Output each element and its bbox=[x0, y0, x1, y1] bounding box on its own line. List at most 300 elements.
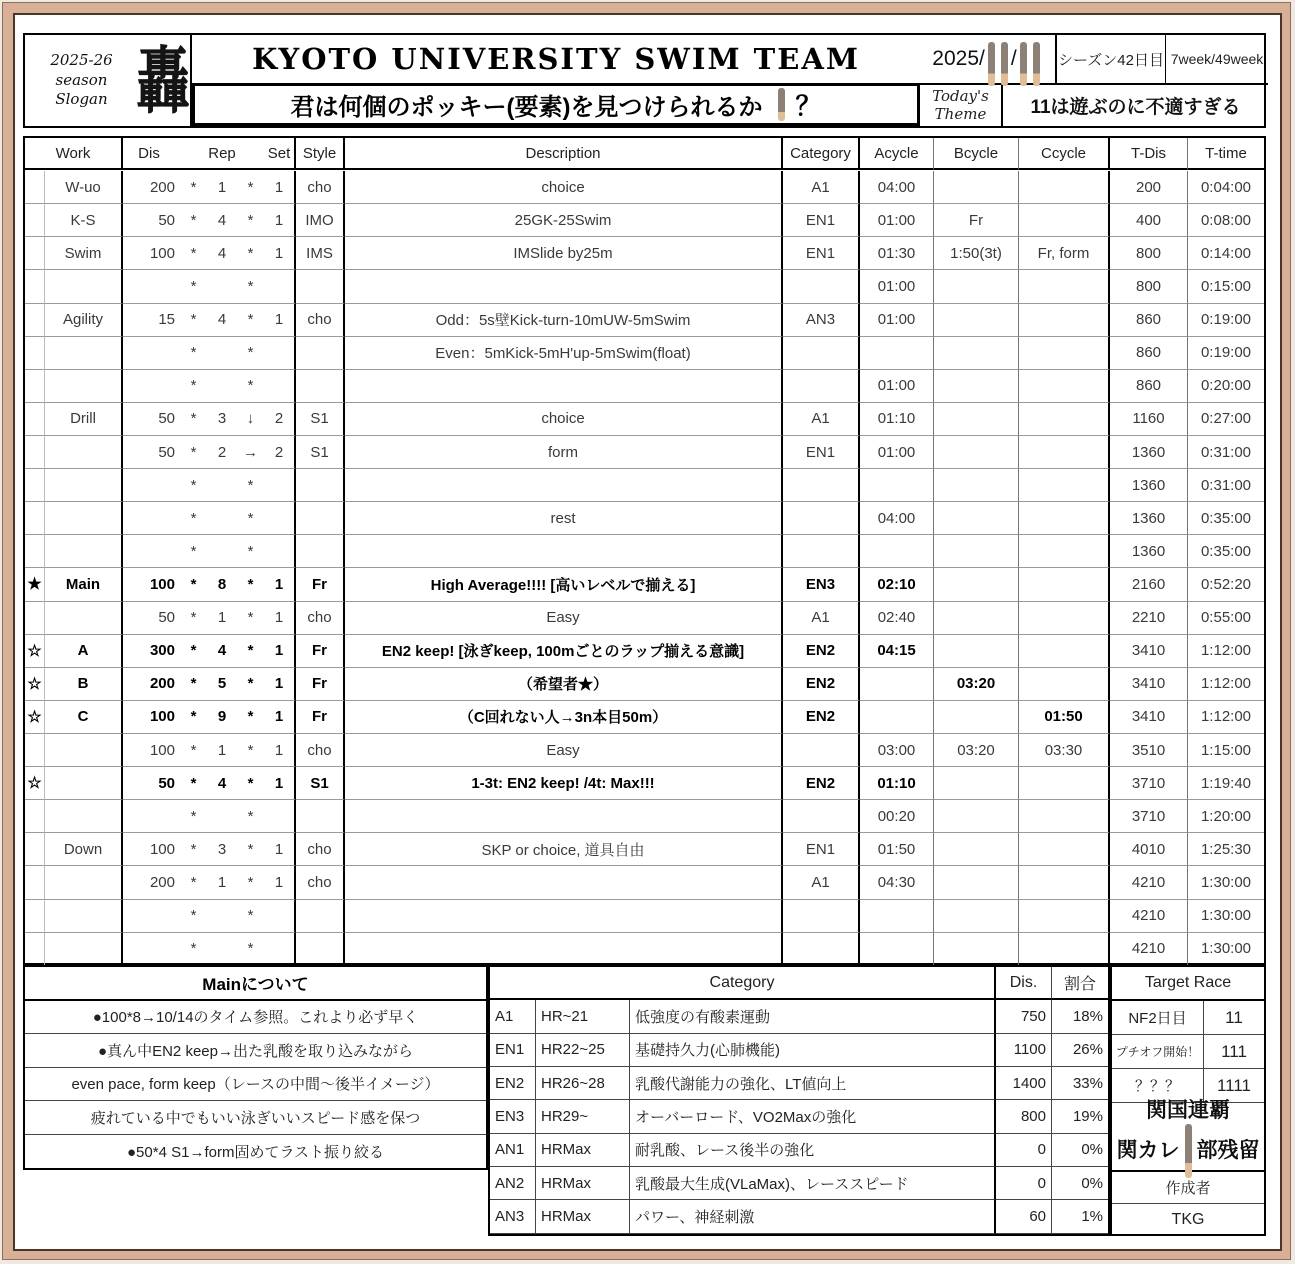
col-header-spacer bbox=[237, 138, 264, 170]
workout-cell-style: S1 bbox=[296, 767, 345, 800]
workout-cell-b: 03:20 bbox=[934, 734, 1019, 767]
workout-cell-a: 00:20 bbox=[860, 800, 934, 833]
workout-cell-ttime: 1:30:00 bbox=[1188, 900, 1264, 933]
workout-cell-a: 04:15 bbox=[860, 635, 934, 668]
category-cell-hr: HR26~28 bbox=[536, 1067, 630, 1100]
workout-cell-star: ☆ bbox=[25, 668, 45, 701]
workout-cell-set bbox=[264, 800, 296, 833]
workout-cell-cat bbox=[783, 900, 860, 933]
workout-cell-cat bbox=[783, 370, 860, 403]
col-header-description: Description bbox=[345, 138, 783, 170]
main-note-item: ●50*4 S1→form固めてラスト振り絞る bbox=[127, 1143, 384, 1161]
workout-cell-cat: A1 bbox=[783, 171, 860, 204]
workout-cell-b: 03:20 bbox=[934, 668, 1019, 701]
category-cell-ratio: 1% bbox=[1052, 1200, 1108, 1233]
workout-cell-style: Fr bbox=[296, 701, 345, 734]
workout-cell-s1: * bbox=[180, 635, 207, 668]
workout-cell-desc: High Average!!!! [高いレベルで揃える] bbox=[345, 568, 783, 601]
workout-cell-star bbox=[25, 171, 45, 204]
workout-cell-work: B bbox=[45, 668, 123, 701]
workout-cell-s2: * bbox=[237, 237, 264, 270]
workout-cell-style bbox=[296, 800, 345, 833]
workout-cell-desc bbox=[345, 370, 783, 403]
workout-cell-style: Fr bbox=[296, 635, 345, 668]
workout-cell-star: ☆ bbox=[25, 701, 45, 734]
theme-question-box bbox=[192, 83, 920, 126]
workout-cell-tdis: 4210 bbox=[1110, 900, 1188, 933]
workout-cell-set: 2 bbox=[264, 403, 296, 436]
workout-cell-cat: A1 bbox=[783, 403, 860, 436]
workout-cell-tdis: 800 bbox=[1110, 237, 1188, 270]
workout-cell-star bbox=[25, 370, 45, 403]
target-race-value: 1111 bbox=[1216, 1075, 1252, 1095]
workout-cell-ttime: 1:12:00 bbox=[1188, 668, 1264, 701]
workout-cell-set: 1 bbox=[264, 767, 296, 800]
workout-cell-star bbox=[25, 933, 45, 966]
season-slogan-text bbox=[35, 51, 128, 110]
workout-cell-a: 01:10 bbox=[860, 767, 934, 800]
workout-cell-s2: * bbox=[237, 337, 264, 370]
workout-cell-s2: * bbox=[237, 635, 264, 668]
date-cell bbox=[920, 35, 1055, 85]
workout-cell-dis: 200 bbox=[123, 866, 180, 899]
workout-cell-b: 1:50(3t) bbox=[934, 237, 1019, 270]
workout-cell-s2: * bbox=[237, 370, 264, 403]
col-header-tdis: T-Dis bbox=[1110, 138, 1188, 170]
workout-cell-set: 1 bbox=[264, 866, 296, 899]
workout-cell-set: 2 bbox=[264, 436, 296, 469]
category-cell-dis: 1400 bbox=[996, 1067, 1052, 1100]
workout-cell-dis: 200 bbox=[123, 171, 180, 204]
workout-cell-desc: （希望者★） bbox=[345, 668, 783, 701]
workout-cell-ttime: 0:55:00 bbox=[1188, 602, 1264, 635]
workout-cell-cat: EN2 bbox=[783, 701, 860, 734]
workout-cell-b bbox=[934, 171, 1019, 204]
workout-cell-desc bbox=[345, 933, 783, 966]
workout-cell-star bbox=[25, 800, 45, 833]
workout-cell-work bbox=[45, 535, 123, 568]
season-slogan-cell bbox=[25, 35, 192, 126]
workout-cell-rep: 3 bbox=[207, 403, 237, 436]
workout-cell-dis: 50 bbox=[123, 436, 180, 469]
workout-cell-work: Agility bbox=[45, 304, 123, 337]
workout-cell-tdis: 800 bbox=[1110, 270, 1188, 303]
workout-cell-s1: * bbox=[180, 436, 207, 469]
workout-cell-work bbox=[45, 866, 123, 899]
workout-cell-desc: form bbox=[345, 436, 783, 469]
workout-cell-c bbox=[1019, 403, 1110, 436]
workout-cell-desc bbox=[345, 270, 783, 303]
category-dis-header: Dis. bbox=[996, 967, 1052, 1000]
workout-cell-set: 1 bbox=[264, 734, 296, 767]
workout-cell-rep: 4 bbox=[207, 237, 237, 270]
workout-cell-c bbox=[1019, 535, 1110, 568]
workout-cell-s1: * bbox=[180, 701, 207, 734]
workout-cell-dis: 200 bbox=[123, 668, 180, 701]
workout-cell-rep: 1 bbox=[207, 171, 237, 204]
workout-cell-c: Fr, form bbox=[1019, 237, 1110, 270]
workout-table bbox=[23, 136, 1266, 965]
target-race-row bbox=[1112, 1035, 1264, 1069]
workout-cell-dis: 100 bbox=[123, 237, 180, 270]
workout-cell-style bbox=[296, 535, 345, 568]
workout-cell-style: cho bbox=[296, 602, 345, 635]
workout-cell-s2: * bbox=[237, 204, 264, 237]
workout-cell-dis bbox=[123, 469, 180, 502]
workout-cell-desc: choice bbox=[345, 171, 783, 204]
main-note-item: ●100*8→10/14のタイム参照。これより必ず早く bbox=[25, 1001, 486, 1035]
main-note-item: ●真ん中EN2 keep→出た乳酸を取り込みながら bbox=[25, 1034, 486, 1068]
workout-cell-rep: 1 bbox=[207, 734, 237, 767]
category-cell-dis: 1100 bbox=[996, 1034, 1052, 1067]
workout-cell-a bbox=[860, 933, 934, 966]
workout-cell-desc: SKP or choice, 道具自由 bbox=[345, 833, 783, 866]
workout-cell-rep bbox=[207, 337, 237, 370]
workout-cell-dis bbox=[123, 270, 180, 303]
category-cell-code: EN3 bbox=[490, 1100, 536, 1133]
workout-cell-star bbox=[25, 204, 45, 237]
workout-cell-a: 02:10 bbox=[860, 568, 934, 601]
workout-cell-desc bbox=[345, 866, 783, 899]
pocky-stick-icon bbox=[1020, 42, 1027, 86]
workout-cell-desc: choice bbox=[345, 403, 783, 436]
category-cell-ratio: 33% bbox=[1052, 1067, 1108, 1100]
workout-cell-rep bbox=[207, 535, 237, 568]
category-cell-ratio: 26% bbox=[1052, 1034, 1108, 1067]
workout-cell-s1: * bbox=[180, 933, 207, 966]
workout-cell-c bbox=[1019, 502, 1110, 535]
workout-cell-dis: 50 bbox=[123, 602, 180, 635]
workout-cell-c bbox=[1019, 337, 1110, 370]
workout-cell-style bbox=[296, 370, 345, 403]
category-cell-desc: 乳酸最大生成(VLaMax)、レーススピード bbox=[630, 1167, 996, 1200]
workout-cell-tdis: 4010 bbox=[1110, 833, 1188, 866]
workout-cell-set bbox=[264, 469, 296, 502]
workout-cell-b bbox=[934, 270, 1019, 303]
workout-cell-dis: 300 bbox=[123, 635, 180, 668]
date-prefix: 2025/ bbox=[932, 47, 985, 70]
workout-cell-a bbox=[860, 701, 934, 734]
workout-cell-tdis: 1360 bbox=[1110, 436, 1188, 469]
target-race-title: Target Race bbox=[1112, 967, 1264, 1001]
category-table bbox=[488, 965, 1110, 1236]
workout-cell-tdis: 3410 bbox=[1110, 635, 1188, 668]
category-cell-desc: パワー、神経刺激 bbox=[630, 1200, 996, 1233]
workout-cell-ttime: 1:30:00 bbox=[1188, 933, 1264, 966]
workout-cell-rep: 9 bbox=[207, 701, 237, 734]
workout-cell-cat bbox=[783, 270, 860, 303]
workout-cell-a: 04:00 bbox=[860, 502, 934, 535]
workout-cell-cat bbox=[783, 535, 860, 568]
workout-cell-s1: * bbox=[180, 171, 207, 204]
workout-cell-b bbox=[934, 900, 1019, 933]
workout-cell-cat: A1 bbox=[783, 866, 860, 899]
page-title: KYOTO UNIVERSITY SWIM TEAM bbox=[252, 42, 860, 76]
workout-cell-rep bbox=[207, 270, 237, 303]
category-ratio-header: 割合 bbox=[1052, 967, 1108, 1000]
workout-cell-dis bbox=[123, 337, 180, 370]
workout-cell-tdis: 860 bbox=[1110, 304, 1188, 337]
workout-cell-set bbox=[264, 337, 296, 370]
workout-cell-a: 01:00 bbox=[860, 304, 934, 337]
workout-cell-c bbox=[1019, 800, 1110, 833]
workout-cell-ttime: 0:52:20 bbox=[1188, 568, 1264, 601]
workout-cell-cat: EN1 bbox=[783, 237, 860, 270]
workout-cell-rep bbox=[207, 933, 237, 966]
workout-cell-b bbox=[934, 502, 1019, 535]
workout-cell-ttime: 0:20:00 bbox=[1188, 370, 1264, 403]
workout-cell-style bbox=[296, 933, 345, 966]
workout-cell-a: 01:50 bbox=[860, 833, 934, 866]
workout-cell-s2: * bbox=[237, 469, 264, 502]
workout-cell-work bbox=[45, 767, 123, 800]
workout-cell-rep bbox=[207, 469, 237, 502]
workout-cell-ttime: 0:31:00 bbox=[1188, 469, 1264, 502]
workout-cell-style: Fr bbox=[296, 668, 345, 701]
workout-cell-work bbox=[45, 337, 123, 370]
workout-cell-tdis: 3710 bbox=[1110, 767, 1188, 800]
workout-cell-set: 1 bbox=[264, 204, 296, 237]
workout-cell-b bbox=[934, 866, 1019, 899]
workout-cell-tdis: 4210 bbox=[1110, 866, 1188, 899]
todays-theme-label: Today's Theme bbox=[920, 85, 1003, 126]
workout-cell-style: cho bbox=[296, 866, 345, 899]
workout-cell-s2: ↓ bbox=[237, 403, 264, 436]
workout-cell-tdis: 1360 bbox=[1110, 535, 1188, 568]
workout-cell-work bbox=[45, 933, 123, 966]
col-header-work: Work bbox=[25, 138, 123, 170]
workout-cell-dis: 50 bbox=[123, 204, 180, 237]
workout-cell-s1: * bbox=[180, 767, 207, 800]
workout-cell-s1: * bbox=[180, 734, 207, 767]
workout-cell-rep: 1 bbox=[207, 602, 237, 635]
workout-cell-set: 1 bbox=[264, 635, 296, 668]
workout-cell-s1: * bbox=[180, 502, 207, 535]
workout-cell-s1: * bbox=[180, 535, 207, 568]
workout-cell-rep bbox=[207, 900, 237, 933]
workout-cell-star: ☆ bbox=[25, 767, 45, 800]
workout-cell-s2: * bbox=[237, 933, 264, 966]
workout-cell-star bbox=[25, 535, 45, 568]
category-cell-code: A1 bbox=[490, 1000, 536, 1033]
target-race-table bbox=[1110, 965, 1266, 1236]
workout-cell-rep bbox=[207, 502, 237, 535]
workout-cell-tdis: 3410 bbox=[1110, 668, 1188, 701]
workout-cell-dis bbox=[123, 370, 180, 403]
workout-cell-s2: * bbox=[237, 734, 264, 767]
date-separator: / bbox=[1010, 47, 1017, 70]
team-logo-calligraphy: 轟 bbox=[136, 37, 190, 124]
workout-cell-star bbox=[25, 270, 45, 303]
workout-cell-c: 01:50 bbox=[1019, 701, 1110, 734]
workout-cell-ttime: 0:14:00 bbox=[1188, 237, 1264, 270]
workout-cell-b bbox=[934, 403, 1019, 436]
workout-cell-desc: 25GK-25Swim bbox=[345, 204, 783, 237]
workout-cell-b bbox=[934, 933, 1019, 966]
slogan-caption: season Slogan bbox=[55, 70, 108, 109]
workout-cell-b bbox=[934, 370, 1019, 403]
category-cell-code: AN3 bbox=[490, 1200, 536, 1233]
workout-cell-s2: * bbox=[237, 900, 264, 933]
workout-cell-c bbox=[1019, 900, 1110, 933]
col-header-bcycle: Bcycle bbox=[934, 138, 1019, 170]
category-cell-desc: 耐乳酸、レース後半の強化 bbox=[630, 1134, 996, 1167]
workout-cell-set: 1 bbox=[264, 568, 296, 601]
workout-cell-tdis: 3410 bbox=[1110, 701, 1188, 734]
workout-cell-s2: * bbox=[237, 602, 264, 635]
workout-cell-c bbox=[1019, 370, 1110, 403]
workout-cell-work bbox=[45, 734, 123, 767]
category-cell-dis: 750 bbox=[996, 1000, 1052, 1033]
workout-cell-c bbox=[1019, 933, 1110, 966]
slogan-year: 2025-26 bbox=[50, 51, 113, 70]
workout-cell-c bbox=[1019, 668, 1110, 701]
week-counter: 7week/49week bbox=[1165, 35, 1268, 85]
workout-cell-star bbox=[25, 304, 45, 337]
workout-cell-cat: EN3 bbox=[783, 568, 860, 601]
workout-cell-rep: 4 bbox=[207, 304, 237, 337]
workout-cell-s2: * bbox=[237, 701, 264, 734]
category-cell-ratio: 0% bbox=[1052, 1134, 1108, 1167]
workout-cell-s2: * bbox=[237, 833, 264, 866]
workout-cell-set bbox=[264, 535, 296, 568]
workout-cell-c bbox=[1019, 469, 1110, 502]
workout-cell-s1: * bbox=[180, 800, 207, 833]
workout-cell-work bbox=[45, 436, 123, 469]
workout-cell-c bbox=[1019, 833, 1110, 866]
workout-cell-desc: rest bbox=[345, 502, 783, 535]
workout-cell-star bbox=[25, 436, 45, 469]
workout-cell-a: 03:00 bbox=[860, 734, 934, 767]
workout-cell-set bbox=[264, 933, 296, 966]
workout-cell-a: 01:30 bbox=[860, 237, 934, 270]
workout-cell-b bbox=[934, 436, 1019, 469]
workout-cell-star bbox=[25, 900, 45, 933]
workout-cell-s2: * bbox=[237, 502, 264, 535]
workout-cell-tdis: 2210 bbox=[1110, 602, 1188, 635]
category-table-title: Category bbox=[490, 967, 996, 1000]
workout-cell-s1: * bbox=[180, 602, 207, 635]
category-cell-ratio: 0% bbox=[1052, 1167, 1108, 1200]
workout-cell-rep bbox=[207, 800, 237, 833]
workout-cell-work bbox=[45, 900, 123, 933]
workout-cell-tdis: 860 bbox=[1110, 337, 1188, 370]
workout-cell-work: Down bbox=[45, 833, 123, 866]
workout-cell-star bbox=[25, 866, 45, 899]
workout-cell-cat bbox=[783, 734, 860, 767]
workout-cell-cat bbox=[783, 337, 860, 370]
workout-cell-ttime: 1:30:00 bbox=[1188, 866, 1264, 899]
workout-cell-star bbox=[25, 602, 45, 635]
main-note-item: 疲れている中でもいい泳ぎいいスピード感を保つ bbox=[25, 1101, 486, 1135]
workout-cell-star bbox=[25, 502, 45, 535]
workout-cell-rep: 4 bbox=[207, 204, 237, 237]
col-header-set: Set bbox=[264, 138, 296, 170]
workout-cell-s1: * bbox=[180, 337, 207, 370]
workout-cell-c bbox=[1019, 866, 1110, 899]
workout-cell-s2: * bbox=[237, 535, 264, 568]
main-notes-table bbox=[23, 965, 488, 1170]
workout-cell-set bbox=[264, 900, 296, 933]
workout-cell-desc: EN2 keep! [泳ぎkeep, 100mごとのラップ揃える意識] bbox=[345, 635, 783, 668]
workout-cell-s2: * bbox=[237, 270, 264, 303]
pocky-stick-icon bbox=[988, 42, 995, 86]
workout-cell-c bbox=[1019, 204, 1110, 237]
workout-cell-cat: EN1 bbox=[783, 833, 860, 866]
workout-cell-dis: 100 bbox=[123, 568, 180, 601]
workout-cell-a: 02:40 bbox=[860, 602, 934, 635]
workout-cell-dis bbox=[123, 502, 180, 535]
workout-cell-c bbox=[1019, 270, 1110, 303]
category-cell-hr: HR29~ bbox=[536, 1100, 630, 1133]
sheet bbox=[13, 13, 1282, 1251]
workout-cell-star bbox=[25, 469, 45, 502]
workout-cell-a bbox=[860, 900, 934, 933]
workout-cell-work bbox=[45, 502, 123, 535]
workout-cell-a bbox=[860, 668, 934, 701]
category-cell-hr: HRMax bbox=[536, 1167, 630, 1200]
workout-cell-set: 1 bbox=[264, 171, 296, 204]
workout-cell-set: 1 bbox=[264, 237, 296, 270]
col-header-style: Style bbox=[296, 138, 345, 170]
workout-cell-ttime: 1:15:00 bbox=[1188, 734, 1264, 767]
workout-cell-b bbox=[934, 635, 1019, 668]
workout-cell-style: cho bbox=[296, 171, 345, 204]
workout-cell-tdis: 1160 bbox=[1110, 403, 1188, 436]
category-cell-code: EN1 bbox=[490, 1034, 536, 1067]
workout-cell-s2: * bbox=[237, 668, 264, 701]
workout-cell-tdis: 1360 bbox=[1110, 502, 1188, 535]
workout-cell-style: IMO bbox=[296, 204, 345, 237]
workout-cell-cat: EN2 bbox=[783, 668, 860, 701]
workout-cell-set bbox=[264, 502, 296, 535]
workout-cell-star: ★ bbox=[25, 568, 45, 601]
workout-cell-desc: Odd：5s壁Kick-turn-10mUW-5mSwim bbox=[345, 304, 783, 337]
workout-cell-b bbox=[934, 602, 1019, 635]
workout-cell-ttime: 1:25:30 bbox=[1188, 833, 1264, 866]
workout-cell-work: Drill bbox=[45, 403, 123, 436]
workout-cell-set: 1 bbox=[264, 668, 296, 701]
workout-cell-s1: * bbox=[180, 668, 207, 701]
workout-cell-tdis: 3510 bbox=[1110, 734, 1188, 767]
workout-cell-s1: * bbox=[180, 568, 207, 601]
workout-cell-ttime: 0:15:00 bbox=[1188, 270, 1264, 303]
category-cell-ratio: 18% bbox=[1052, 1000, 1108, 1033]
workout-cell-b bbox=[934, 469, 1019, 502]
workout-cell-s1: * bbox=[180, 237, 207, 270]
workout-cell-a: 01:10 bbox=[860, 403, 934, 436]
target-race-label: ？？？ bbox=[1112, 1069, 1204, 1102]
workout-cell-desc: Even：5mKick-5mH'up-5mSwim(float) bbox=[345, 337, 783, 370]
workout-cell-style: IMS bbox=[296, 237, 345, 270]
col-header-ccycle: Ccycle bbox=[1019, 138, 1110, 170]
target-race-label: プチオフ開始！ bbox=[1112, 1035, 1204, 1068]
workout-cell-ttime: 0:35:00 bbox=[1188, 535, 1264, 568]
workout-cell-style bbox=[296, 270, 345, 303]
goal-calligraphy: 関国連覇 関カレ 部残留 bbox=[1112, 1103, 1264, 1172]
workout-cell-a bbox=[860, 535, 934, 568]
workout-cell-work: K-S bbox=[45, 204, 123, 237]
workout-cell-s2: * bbox=[237, 171, 264, 204]
workout-cell-set bbox=[264, 370, 296, 403]
workout-cell-desc: Easy bbox=[345, 734, 783, 767]
workout-cell-a: 01:00 bbox=[860, 204, 934, 237]
workout-cell-dis: 50 bbox=[123, 767, 180, 800]
workout-cell-dis: 100 bbox=[123, 701, 180, 734]
workout-cell-style bbox=[296, 469, 345, 502]
workout-cell-cat bbox=[783, 800, 860, 833]
workout-cell-s1: * bbox=[180, 900, 207, 933]
